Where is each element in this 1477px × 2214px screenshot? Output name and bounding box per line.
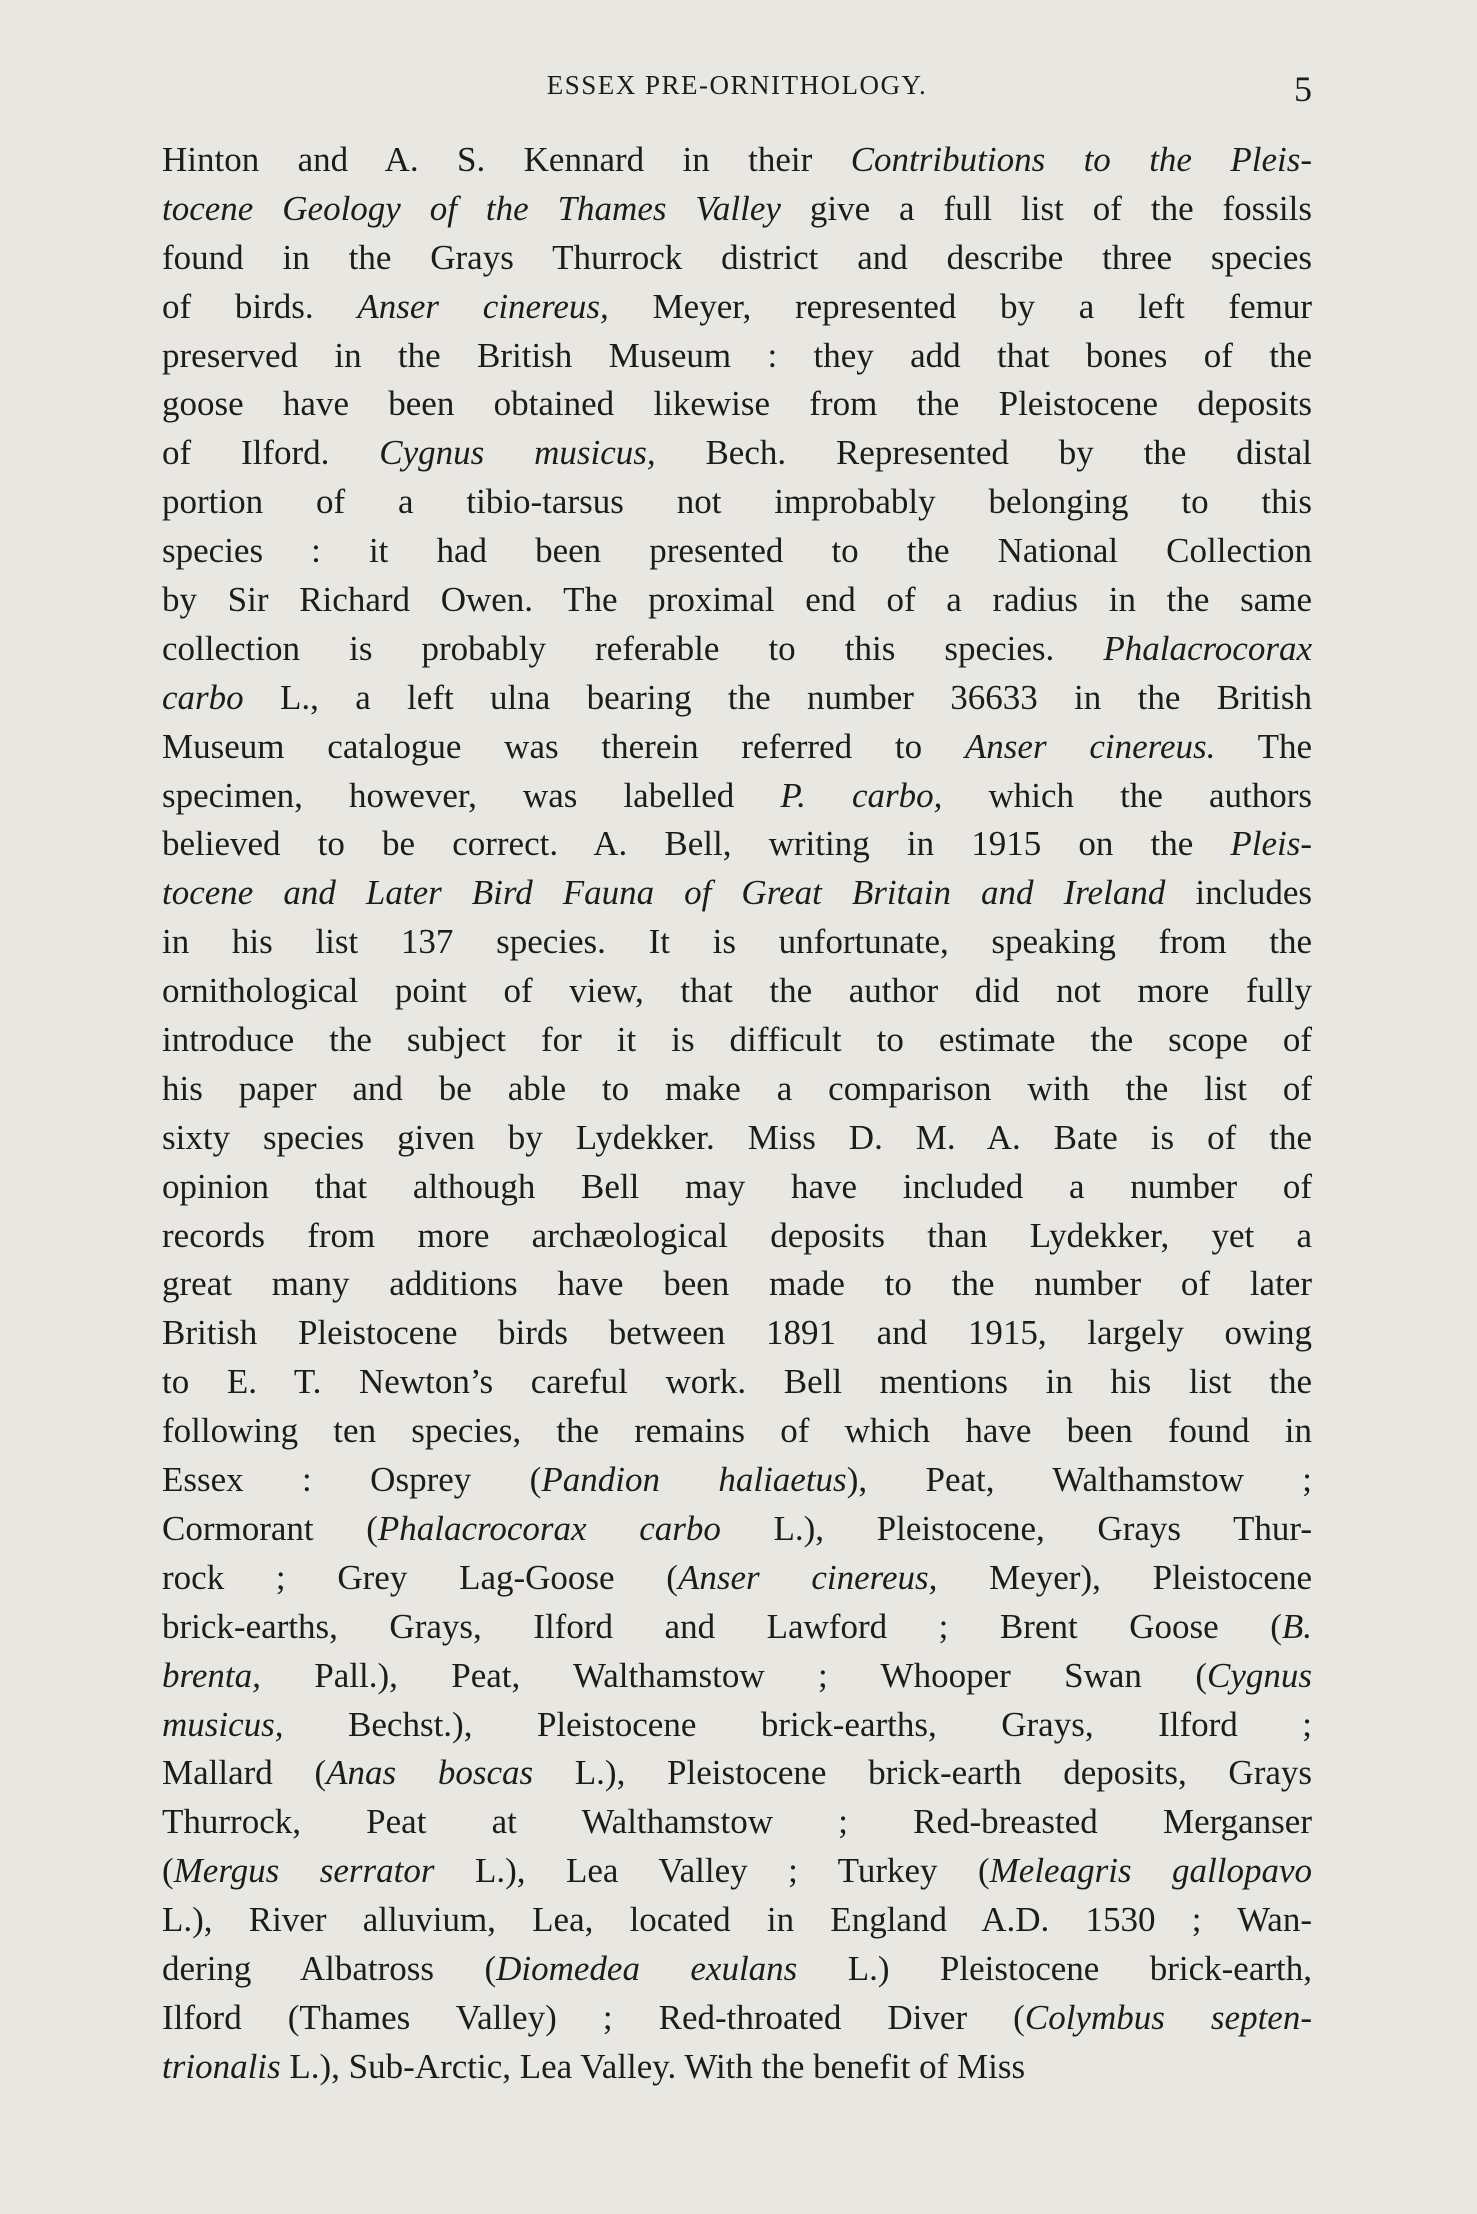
text-run: Meyer, represented by a left femur [608,286,1312,326]
text-line [162,1603,1312,1652]
text-line [162,283,1312,332]
text-run: Thurrock, Peat at Walthamstow ; Red-breasted Merganser [162,1802,1312,1842]
italic-text: Cygnus [1207,1655,1312,1695]
text-line [162,527,1312,576]
text-run: species : it had been presented to the National Collection [162,531,1312,571]
body-paragraph [162,136,1312,2092]
italic-text: Pandion haliaetus [541,1460,847,1500]
text-line [162,136,1312,185]
italic-text: carbo [162,677,244,717]
italic-text: Anser cinereus, [357,286,609,326]
text-run: ornithological point of view, that the author did not more fully [162,971,1312,1011]
text-line [162,1407,1312,1456]
text-run: British Pleistocene birds between 1891 and 1915, largely owing [162,1313,1312,1353]
text-line [162,234,1312,283]
text-run: Ilford (Thames Valley) ; Red-throated Diver ( [162,1997,1025,2037]
italic-text: B. [1281,1606,1312,1646]
italic-text: P. carbo, [780,775,943,815]
text-run: Meyer), Pleistocene [937,1557,1312,1597]
text-run: introduce the subject for it is difficult to estimate the scope of [162,1020,1312,1060]
text-line [162,332,1312,381]
running-head [162,62,1312,112]
italic-text: trionalis [162,2046,281,2086]
text-line [162,674,1312,723]
text-run: L.), Sub-Arctic, Lea Valley. With the benefit of Miss [280,2046,1026,2086]
italic-text: Pleis- [1230,824,1312,864]
text-run: rock ; Grey Lag-Goose ( [162,1557,678,1597]
text-run: specimen, however, was labelled [162,775,781,815]
page-number: 5 [1294,69,1312,109]
italic-text: tocene Geology of the Thames Valley [162,188,781,228]
text-run: ( [162,1851,174,1891]
text-line [162,1896,1312,1945]
text-run: portion of a tibio-tarsus not improbably belonging to this [162,482,1312,522]
text-line [162,772,1312,821]
text-line [162,185,1312,234]
text-run: by Sir Richard Owen. The proximal end of a radius in the same [162,580,1312,620]
italic-text: Phalacrocorax carbo [377,1508,721,1548]
text-line [162,1260,1312,1309]
text-run: of Ilford. [162,433,380,473]
text-run: Cormorant ( [162,1508,378,1548]
italic-text: Meleagris gallopavo [989,1851,1313,1891]
text-run: The [1215,726,1312,766]
text-line [162,429,1312,478]
text-run: Mallard ( [162,1753,327,1793]
text-run: in his list 137 species. It is unfortunate, speaking from the [162,922,1312,962]
text-line [162,1847,1312,1896]
text-line [162,1016,1312,1065]
text-run: dering Albatross ( [162,1948,497,1988]
text-run: great many additions have been made to the number of later [162,1264,1312,1304]
text-line [162,1798,1312,1847]
text-run: give a full list of the fossils [780,188,1312,228]
text-line [162,1945,1312,1994]
italic-text: brenta, [162,1655,261,1695]
text-line [162,2043,1312,2092]
text-run: Pall.), Peat, Walthamstow ; Whooper Swan ( [260,1655,1207,1695]
italic-text: Anser cinereus, [677,1557,938,1597]
italic-text: tocene and Later Bird Fauna of Great Britain and Ireland [162,873,1166,913]
text-line [162,1749,1312,1798]
text-run: of birds. [162,286,358,326]
text-run: L.) Pleistocene brick-earth, [797,1948,1313,1988]
italic-text: musicus, [162,1704,284,1744]
italic-text: Anas boscas [326,1753,534,1793]
italic-text: Mergus serrator [173,1851,435,1891]
text-run: collection is probably referable to this species. [162,628,1104,668]
text-run: L.), River alluvium, Lea, located in England A.D. 1530 ; Wan- [162,1900,1312,1940]
text-run: his paper and be able to make a comparison with the list of [162,1068,1312,1108]
text-run: which the authors [942,775,1312,815]
text-line [162,967,1312,1016]
italic-text: Cygnus musicus, [379,433,656,473]
text-line [162,625,1312,674]
text-run: sixty species given by Lydekker. Miss D. M. A. Bate is of the [162,1117,1312,1157]
italic-text: Contributions to the Pleis- [850,140,1312,179]
text-run: Museum catalogue was therein referred to [162,726,965,766]
text-run: L.), Lea Valley ; Turkey ( [434,1851,990,1891]
italic-text: Colymbus septen- [1024,1997,1312,2037]
text-run: found in the Grays Thurrock district and describe three species [162,237,1312,277]
text-line [162,1701,1312,1750]
text-run: to E. T. Newton’s careful work. Bell mentions in his list the [162,1362,1312,1402]
text-line [162,1505,1312,1554]
text-run: includes [1165,873,1313,913]
text-line [162,869,1312,918]
text-run: Essex : Osprey ( [162,1460,542,1500]
text-run: following ten species, the remains of which have been found in [162,1411,1312,1451]
text-line [162,1554,1312,1603]
text-line [162,1309,1312,1358]
text-line [162,1456,1312,1505]
text-run: Bech. Represented by the distal [655,433,1312,473]
italic-text: Anser cinereus. [964,726,1216,766]
text-line [162,1212,1312,1261]
text-line [162,478,1312,527]
text-line [162,576,1312,625]
text-run: preserved in the British Museum : they add that bones of the [162,335,1312,375]
text-line [162,1652,1312,1701]
text-line [162,723,1312,772]
text-run: goose have been obtained likewise from the Pleistocene deposits [162,384,1312,424]
italic-text: Phalacrocorax [1103,628,1312,668]
text-run: L., a left ulna bearing the number 36633 in the British [243,677,1312,717]
text-line [162,1163,1312,1212]
text-line [162,1358,1312,1407]
text-run: brick-earths, Grays, Ilford and Lawford ; Brent Goose ( [162,1606,1282,1646]
italic-text: Diomedea exulans [496,1948,798,1988]
text-run: records from more archæological deposits than Lydekker, yet a [162,1215,1312,1255]
text-line [162,820,1312,869]
text-run: Hinton and A. S. Kennard in their [162,140,851,179]
text-run: ), Peat, Walthamstow ; [846,1460,1312,1500]
text-run: L.), Pleistocene, Grays Thur- [720,1508,1312,1548]
text-run: opinion that although Bell may have included a number of [162,1166,1312,1206]
text-line [162,1114,1312,1163]
text-run: L.), Pleistocene brick-earth deposits, Grays [533,1753,1313,1793]
text-run: Bechst.), Pleistocene brick-earths, Grays, Ilford ; [283,1704,1312,1744]
text-run: believed to be correct. A. Bell, writing in 1915 on the [162,824,1231,864]
text-line [162,380,1312,429]
running-title: ESSEX PRE-ORNITHOLOGY. [546,70,928,100]
text-line [162,1065,1312,1114]
text-line [162,1994,1312,2043]
text-line [162,918,1312,967]
